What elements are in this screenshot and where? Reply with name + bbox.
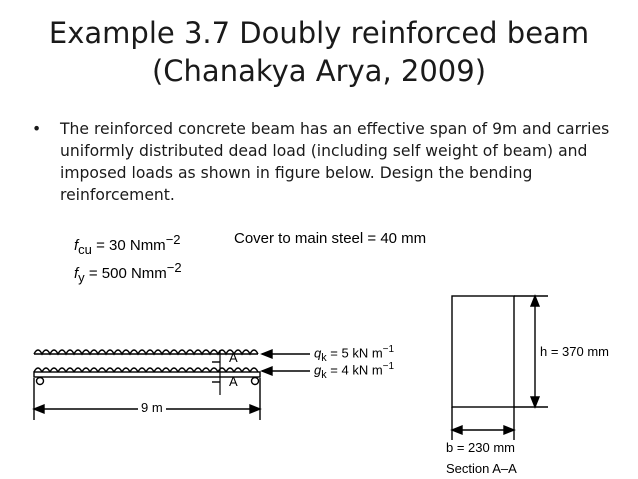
fcu-exponent: −2 xyxy=(165,232,181,247)
fcu-value: = 30 Nmm xyxy=(96,237,166,254)
left-support xyxy=(37,378,44,385)
section-caption: Section A–A xyxy=(446,461,517,476)
section-mark-top: A xyxy=(229,350,238,365)
width-label: b = 230 mm xyxy=(446,440,516,455)
right-support xyxy=(252,378,259,385)
cover-spec: Cover to main steel = 40 mm xyxy=(234,230,427,247)
fy-symbol: f xyxy=(74,265,79,282)
fy-value: = 500 Nmm xyxy=(88,265,167,282)
fy-exponent: −2 xyxy=(166,260,182,275)
section-mark-bottom: A xyxy=(229,374,238,389)
fcu-symbol: f xyxy=(74,237,79,254)
imposed-load-label: $q_k = 5$ kN $m^{-1}$ xyxy=(314,344,395,364)
title-line-2: (Chanakya Arya, 2009) xyxy=(151,54,487,88)
bullet-dot: • xyxy=(32,120,42,138)
bullet-text: The reinforced concrete beam has an effective span of 9m and carries uniformly distributed dead load (including self weight of beam) and imposed loads as shown in figure below. Design the bending reinforcement. xyxy=(60,120,610,204)
dead-load-label: $g_k = 4$ kN $m^{-1}$ xyxy=(314,361,395,381)
title-line-1: Example 3.7 Doubly reinforced beam xyxy=(48,16,590,50)
span-label: 9 m xyxy=(138,400,166,415)
beam xyxy=(34,372,260,377)
fcu-subscript: cu xyxy=(78,242,92,257)
cross-section xyxy=(452,296,514,407)
fy-subscript: y xyxy=(78,270,85,285)
height-label: h = 370 mm xyxy=(540,344,610,359)
